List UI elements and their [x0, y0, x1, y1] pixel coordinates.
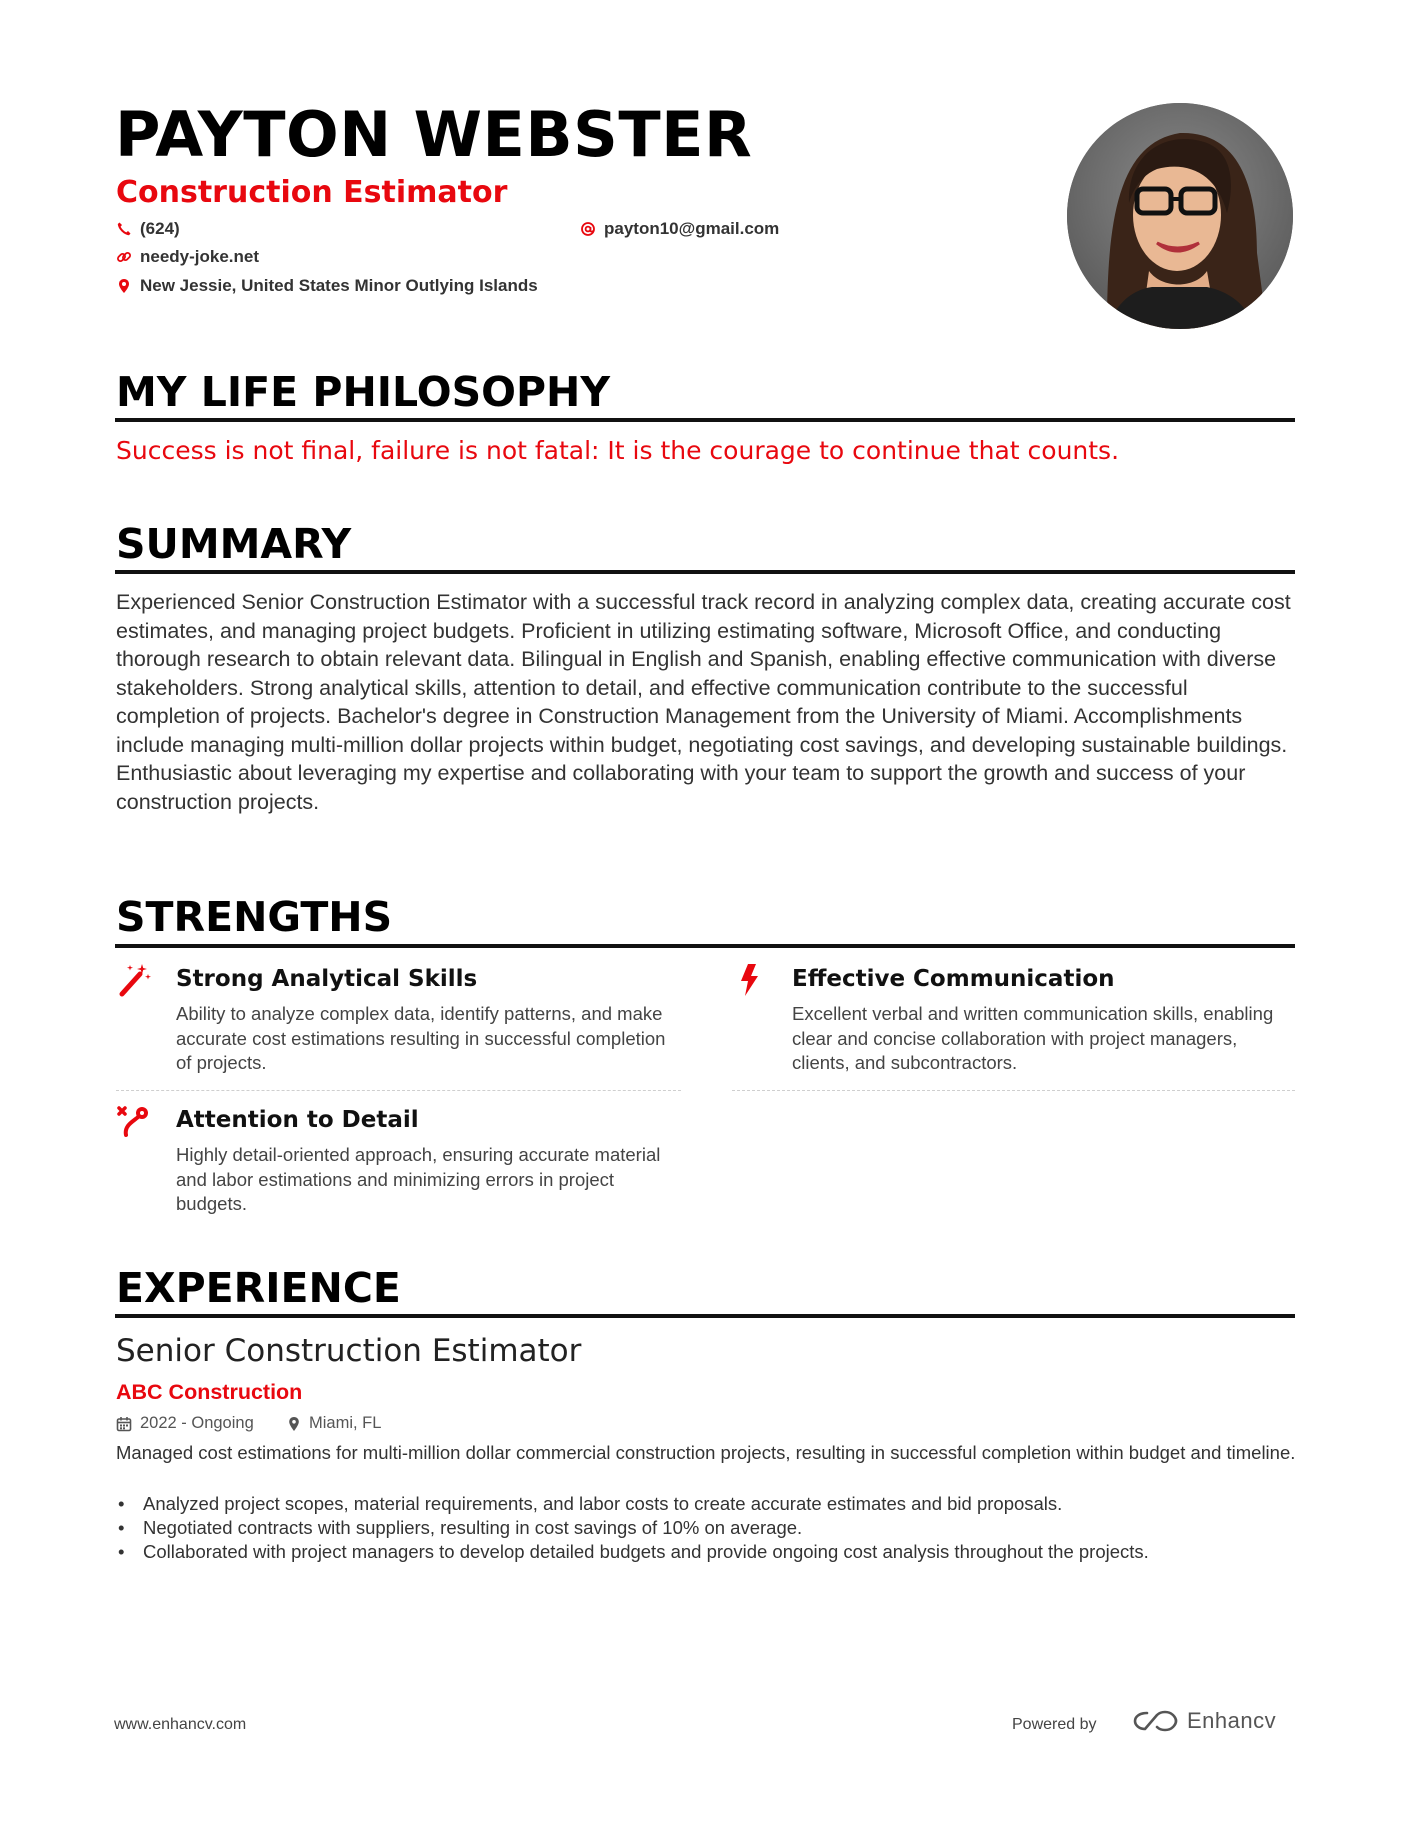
- candidate-name: PAYTON WEBSTER: [115, 98, 753, 171]
- job-description: Managed cost estimations for multi-million dollar commercial construction projects, resulting in successful completion within budget and timeline.: [116, 1442, 1296, 1463]
- strength-description: Ability to analyze complex data, identify patterns, and make accurate cost estimations resulting in successful completion of projects.: [176, 1003, 666, 1073]
- calendar-icon: [116, 1416, 132, 1432]
- section-divider: [115, 1314, 1295, 1318]
- map-pin-icon: [287, 1416, 301, 1432]
- strength-description: Excellent verbal and written communication skills, enabling clear and concise collaboration with project managers, clients, and subcontractors.: [792, 1003, 1274, 1073]
- job-location-text: Miami, FL: [309, 1414, 382, 1432]
- location-text: New Jessie, United States Minor Outlying Islands: [140, 276, 538, 295]
- footer-website[interactable]: www.enhancv.com: [114, 1716, 247, 1733]
- footer-brand-name: Enhancv: [1187, 1708, 1277, 1733]
- strength-description: Highly detail-oriented approach, ensuring accurate material and labor estimations and minimizing errors in project budgets.: [176, 1144, 661, 1214]
- phone-text: (624): [140, 219, 180, 238]
- phone-icon: [116, 221, 132, 237]
- candidate-role: Construction Estimator: [116, 175, 508, 210]
- experience-heading: EXPERIENCE: [116, 1264, 401, 1312]
- enhancv-logo-icon: [1133, 1709, 1179, 1733]
- list-item: • Analyzed project scopes, material requirements, and labor costs to create accurate estimates and bid proposals.: [116, 1492, 1306, 1516]
- company-name: ABC Construction: [116, 1380, 303, 1404]
- contact-email: [580, 219, 779, 239]
- email-text: payton10@gmail.com: [604, 219, 780, 238]
- job-location: [287, 1414, 381, 1433]
- route-target-icon: [116, 1103, 152, 1139]
- map-pin-icon: [116, 278, 132, 294]
- strength-title: Effective Communication: [792, 966, 1115, 992]
- strengths-heading: STRENGTHS: [116, 893, 393, 941]
- avatar-photo: [1067, 103, 1293, 329]
- list-item: • Negotiated contracts with suppliers, resulting in cost savings of 10% on average.: [116, 1516, 1306, 1540]
- job-title: Senior Construction Estimator: [116, 1333, 582, 1369]
- lightning-icon: [732, 962, 768, 998]
- avatar: [1067, 103, 1293, 329]
- section-divider: [115, 570, 1295, 574]
- footer-powered-by: Powered by: [1012, 1716, 1097, 1733]
- strength-item: [116, 1103, 681, 1223]
- contact-phone: [116, 219, 180, 239]
- magic-wand-icon: [116, 962, 152, 998]
- list-item: • Collaborated with project managers to develop detailed budgets and provide ongoing cost analysis throughout the projects.: [116, 1540, 1306, 1564]
- footer-brand-logo[interactable]: [1133, 1708, 1276, 1734]
- philosophy-heading: MY LIFE PHILOSOPHY: [116, 368, 611, 416]
- strength-divider: [116, 1090, 681, 1091]
- summary-text: Experienced Senior Construction Estimator with a successful track record in analyzing complex data, creating accurate cost estimates, and managing project budgets. Proficient in utilizing estimating software, Microsoft Office, and conducting thorough research to obtain relevant data. Bilingual in English and Spanish, enabling effective communication with diverse stakeholders. Strong analytical skills, attention to detail, and effective communication contribute to the successful completion of projects. Bachelor's degree in Construction Management from the University of Miami. Accomplishments include managing multi-million dollar projects within budget, negotiating cost savings, and developing sustainable buildings. Enthusiastic about leveraging my expertise and collaborating with your team to support the growth and success of your construction projects.: [116, 590, 1291, 814]
- strength-title: Strong Analytical Skills: [176, 966, 478, 992]
- at-sign-icon: [580, 221, 596, 237]
- link-icon: [116, 249, 132, 265]
- strength-item: [116, 962, 681, 1082]
- contact-location: [116, 276, 538, 296]
- job-dates: [116, 1414, 254, 1433]
- job-dates-text: 2022 - Ongoing: [140, 1414, 254, 1432]
- section-divider: [115, 944, 1295, 948]
- website-text: needy-joke.net: [140, 247, 260, 266]
- strength-title: Attention to Detail: [176, 1107, 419, 1133]
- strength-item: [732, 962, 1297, 1082]
- summary-heading: SUMMARY: [116, 520, 352, 568]
- contact-website: [116, 247, 259, 267]
- job-bullets: [116, 1492, 1306, 1564]
- strength-divider: [732, 1090, 1295, 1091]
- philosophy-quote: Success is not final, failure is not fatal: It is the courage to continue that counts.: [116, 436, 1120, 465]
- section-divider: [115, 418, 1295, 422]
